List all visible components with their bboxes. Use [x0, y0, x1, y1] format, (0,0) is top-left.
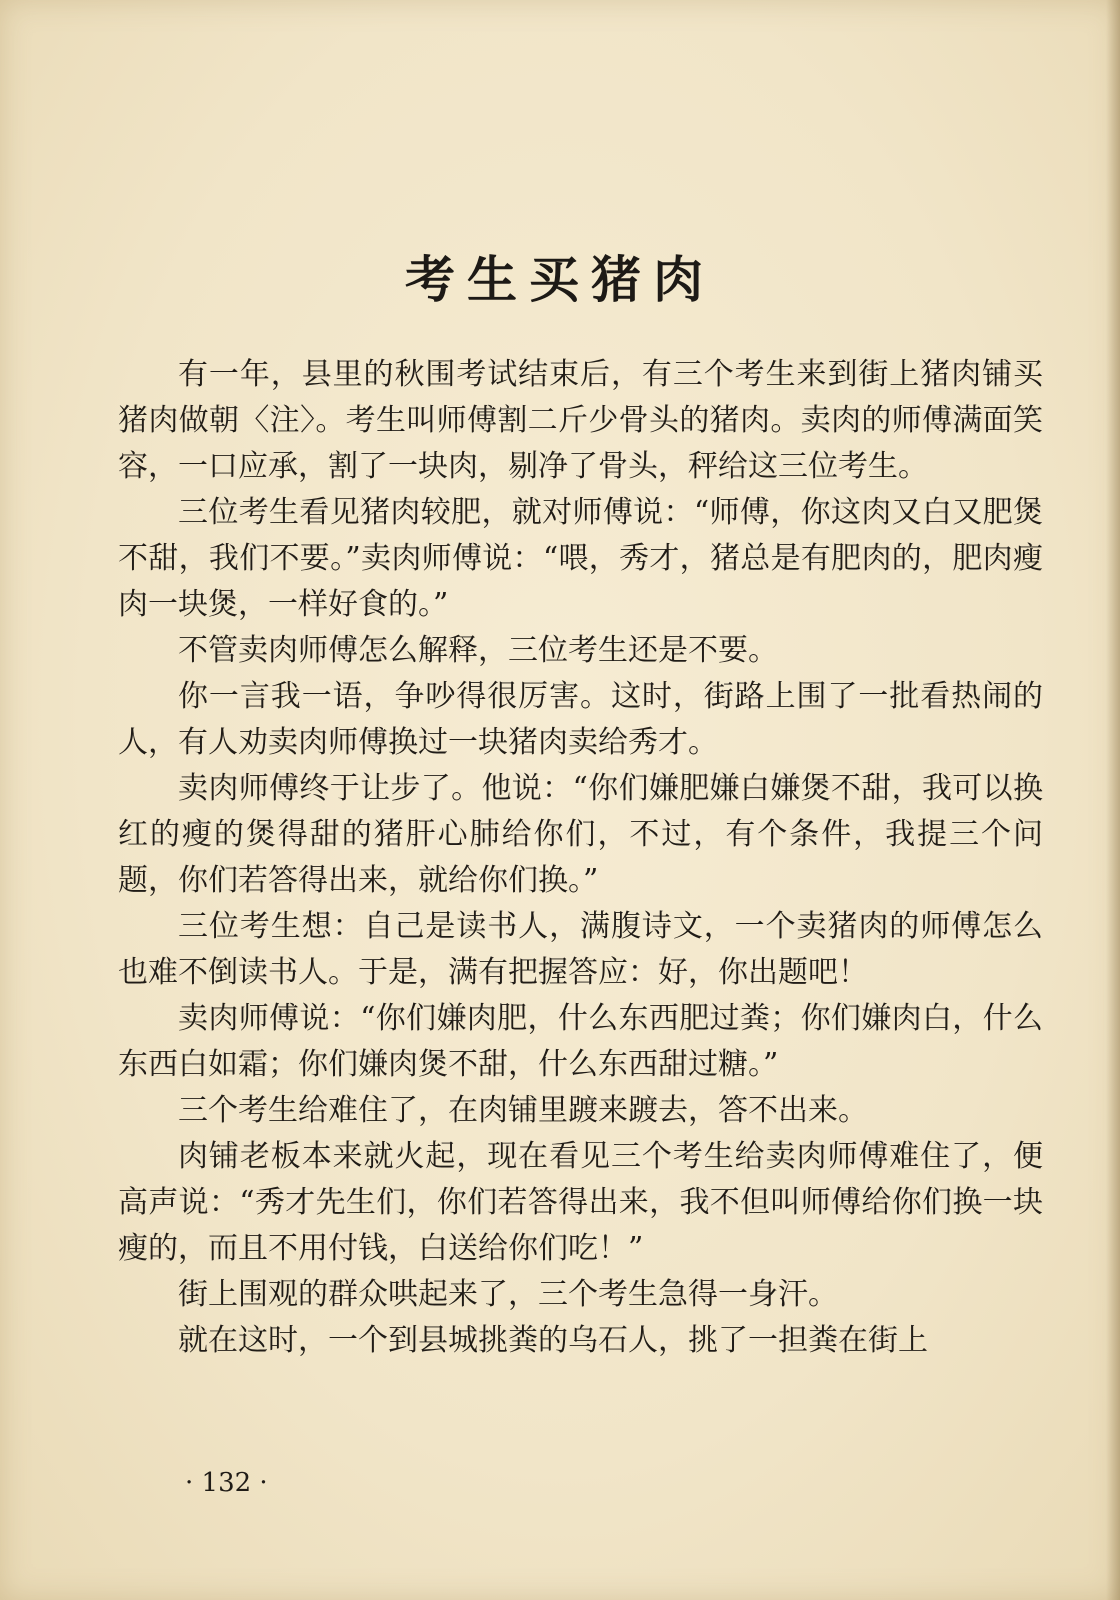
paragraph: 不管卖肉师傅怎么解释，三位考生还是不要。	[178, 633, 778, 668]
paragraph: 三个考生给难住了，在肉铺里踱来踱去，答不出来。	[178, 1093, 868, 1128]
paragraph: 街上围观的群众哄起来了，三个考生急得一身汗。	[178, 1277, 838, 1312]
paragraph: 三位考生想：自己是读书人，满腹诗文，一个卖猪肉的师傅怎么也难不倒读书人。于是，满有把握答应：好，你出题吧！	[118, 909, 1043, 990]
paragraph: 就在这时，一个到县城挑粪的乌石人，挑了一担粪在街上	[178, 1323, 928, 1358]
paragraph: 卖肉师傅终于让步了。他说：“你们嫌肥嫌白嫌煲不甜，我可以换红的瘦的煲得甜的猪肝心肺给你们，不过，有个条件，我提三个问题，你们若答得出来，就给你们换。”	[118, 771, 1043, 898]
page-title: 考生买猪肉	[405, 250, 715, 309]
story-body	[118, 352, 1043, 1364]
paragraph: 三位考生看见猪肉较肥，就对师傅说：“师傅，你这肉又白又肥煲不甜，我们不要。”卖肉师傅说：“喂，秀才，猪总是有肥肉的，肥肉瘦肉一块煲，一样好食的。”	[118, 495, 1043, 622]
paragraph: 卖肉师傅说：“你们嫌肉肥，什么东西肥过粪；你们嫌肉白，什么东西白如霜；你们嫌肉煲不甜，什么东西甜过糖。”	[118, 1001, 1043, 1082]
paragraph: 你一言我一语，争吵得很厉害。这时，街路上围了一批看热闹的人，有人劝卖肉师傅换过一块猪肉卖给秀才。	[118, 679, 1043, 760]
paragraph: 肉铺老板本来就火起，现在看见三个考生给卖肉师傅难住了，便高声说：“秀才先生们，你们若答得出来，我不但叫师傅给你们换一块瘦的，而且不用付钱，白送给你们吃！”	[118, 1139, 1043, 1266]
page-number: · 132 ·	[185, 1468, 268, 1498]
paragraph: 有一年，县里的秋围考试结束后，有三个考生来到街上猪肉铺买猪肉做朝〈注〉。考生叫师傅割二斤少骨头的猪肉。卖肉的师傅满面笑容，一口应承，割了一块肉，剔净了骨头，秤给这三位考生。	[118, 357, 1043, 484]
